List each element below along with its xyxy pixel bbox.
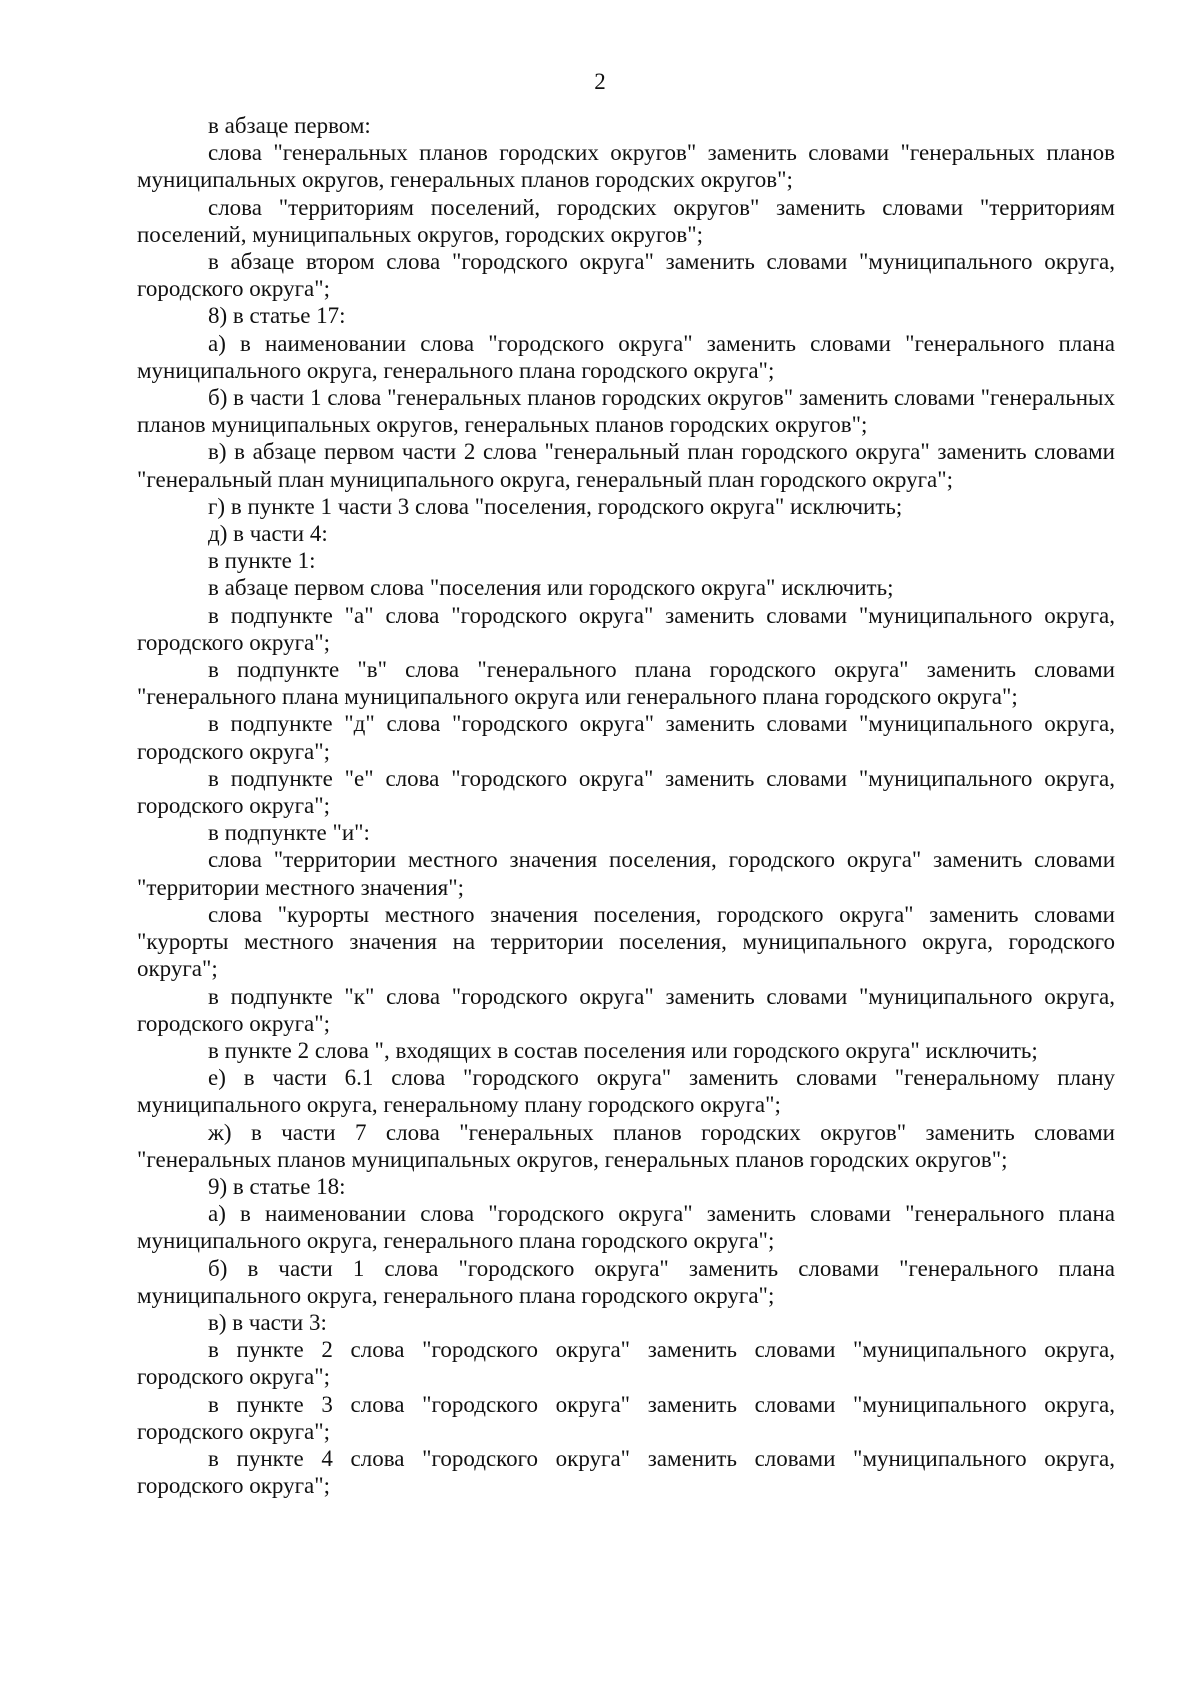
paragraph: д) в части 4: [208, 521, 328, 547]
paragraph: в подпункте "а" слова "городского округа" заменить словами "муниципального округа, городского округа"; [137, 602, 1115, 655]
paragraph: в пункте 3 слова "городского округа" заменить словами "муниципального округа, городского округа"; [137, 1391, 1115, 1444]
paragraph: ж) в части 7 слова "генеральных планов городских округов" заменить словами "генеральных планов муниципальных округов, генеральных планов городских округов"; [137, 1119, 1115, 1172]
paragraph: в абзаце первом слова "поселения или городского округа" исключить; [208, 575, 894, 601]
paragraph: б) в части 1 слова "генеральных планов городских округов" заменить словами "генеральных планов муниципальных округов, генеральных планов городских округов"; [137, 385, 1115, 438]
paragraph: в) в абзаце первом части 2 слова "генеральный план городского округа" заменить словами "генеральный план муниципального округа, генеральный план городского округа"; [137, 439, 1115, 492]
paragraph: г) в пункте 1 части 3 слова "поселения, городского округа" исключить; [208, 493, 903, 519]
paragraph: в подпункте "е" слова "городского округа" заменить словами "муниципального округа, городского округа"; [137, 765, 1115, 819]
paragraph: в пункте 1: [208, 548, 316, 574]
paragraph: а) в наименовании слова "городского округа" заменить словами "генерального плана муниципального округа, генерального плана городского округа"; [137, 330, 1115, 383]
paragraph: 8) в статье 17: [208, 303, 346, 329]
paragraph: в пункте 2 слова ", входящих в состав поселения или городского округа" исключить; [208, 1037, 1038, 1063]
paragraph: в) в части 3: [208, 1309, 327, 1335]
paragraph: в абзаце первом: [208, 113, 371, 138]
paragraph: в пункте 2 слова "городского округа" заменить словами "муниципального округа, городского округа"; [137, 1337, 1115, 1390]
paragraph: в подпункте "к" слова "городского округа" заменить словами "муниципального округа, городского округа"; [137, 983, 1115, 1036]
paragraph: слова "курорты местного значения поселения, городского округа" заменить словами "курорты местного значения на территории поселения, муниципального округа, городского округа"; [137, 901, 1115, 982]
paragraph: 9) в статье 18: [208, 1173, 346, 1199]
paragraph: в подпункте "и": [208, 820, 370, 846]
paragraph: а) в наименовании слова "городского округа" заменить словами "генерального плана муниципального округа, генерального плана городского округа"; [137, 1201, 1115, 1254]
paragraph: слова "территории местного значения поселения, городского округа" заменить словами "территории местного значения"; [137, 847, 1115, 900]
paragraph: слова "территориям поселений, городских округов" заменить словами "территориям поселений, муниципальных округов, городских округов"; [137, 194, 1115, 247]
paragraph: в пункте 4 слова "городского округа" заменить словами "муниципального округа, городского округа"; [137, 1445, 1115, 1499]
paragraph: слова "генеральных планов городских округов" заменить словами "генеральных планов муниципальных округов, генеральных планов городских округов"; [137, 140, 1115, 193]
paragraph: в подпункте "в" слова "генерального плана городского округа" заменить словами "генерального плана муниципального округа или генерального плана городского округа"; [137, 657, 1115, 710]
document-body [137, 112, 1115, 1499]
paragraph: е) в части 6.1 слова "городского округа" заменить словами "генеральному плану муниципального округа, генеральному плану городского округа"; [137, 1065, 1115, 1118]
paragraph: в подпункте "д" слова "городского округа" заменить словами "муниципального округа, городского округа"; [137, 711, 1115, 764]
page-number: 2 [594, 69, 606, 94]
paragraph: в абзаце втором слова "городского округа" заменить словами "муниципального округа, городского округа"; [137, 249, 1115, 302]
paragraph: б) в части 1 слова "городского округа" заменить словами "генерального плана муниципального округа, генерального плана городского округа"; [137, 1255, 1115, 1308]
